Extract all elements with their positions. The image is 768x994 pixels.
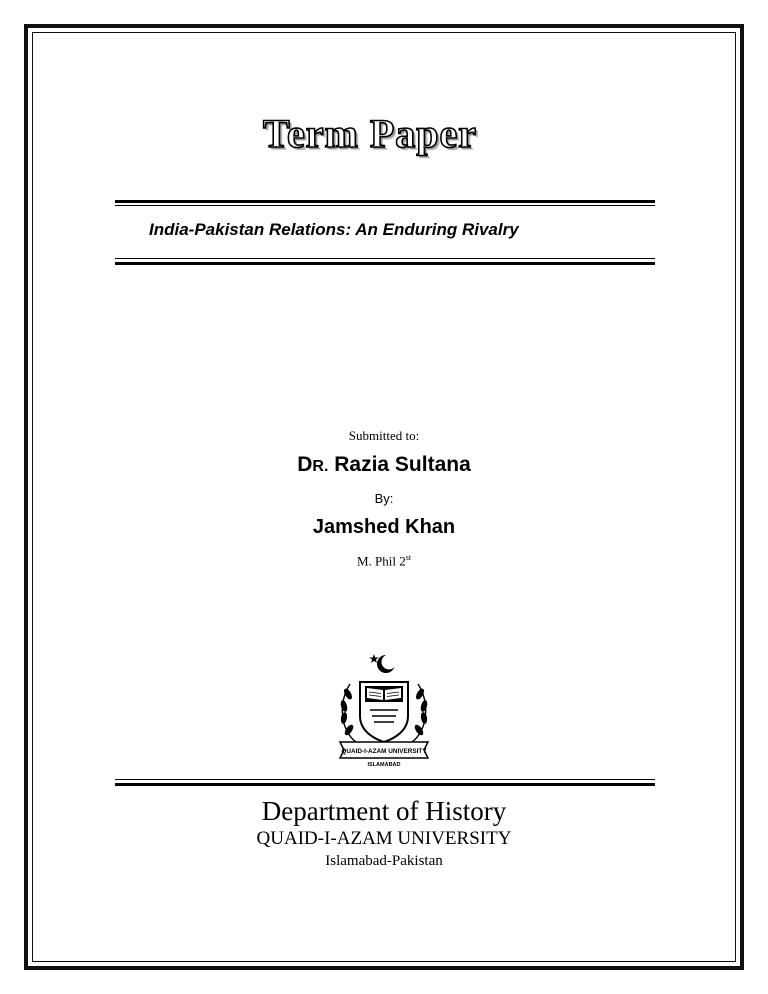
by-label: By:	[374, 491, 394, 506]
supervisor-line	[0, 453, 768, 477]
seal-ribbon-text: QUAID-I-AZAM UNIVERSITY	[341, 748, 427, 755]
title-rule-bottom	[115, 262, 655, 265]
term-paper-heading: Term Paper	[262, 111, 478, 156]
footer-rule	[115, 783, 655, 786]
supervisor-prefix-r: R.	[312, 458, 329, 475]
university-seal	[334, 650, 434, 768]
program-line	[0, 553, 768, 569]
footer-rule-thin	[115, 779, 655, 780]
seal-city-text: ISLAMABAD	[367, 762, 401, 768]
shield-book-icon	[360, 682, 408, 742]
title-rule-top-thin	[115, 205, 655, 206]
university-location: Islamabad-Pakistan	[325, 853, 443, 869]
submitted-to-label: Submitted to:	[348, 428, 420, 443]
title-rule-bottom-thin	[115, 258, 655, 259]
crescent-star-icon	[369, 654, 396, 673]
paper-title: India-Pakistan Relations: An Enduring Rivalry	[149, 220, 519, 239]
program-text: M. Phil 2	[356, 553, 406, 569]
program-suffix: st	[405, 553, 412, 562]
supervisor-name: Razia Sultana	[334, 453, 471, 476]
author-name: Jamshed Khan	[312, 516, 456, 538]
supervisor-prefix-d: D	[297, 453, 313, 476]
university-name: QUAID-I-AZAM UNIVERSITY	[256, 828, 512, 849]
title-rule-top	[115, 200, 655, 203]
department-name: Department of History	[261, 796, 507, 826]
